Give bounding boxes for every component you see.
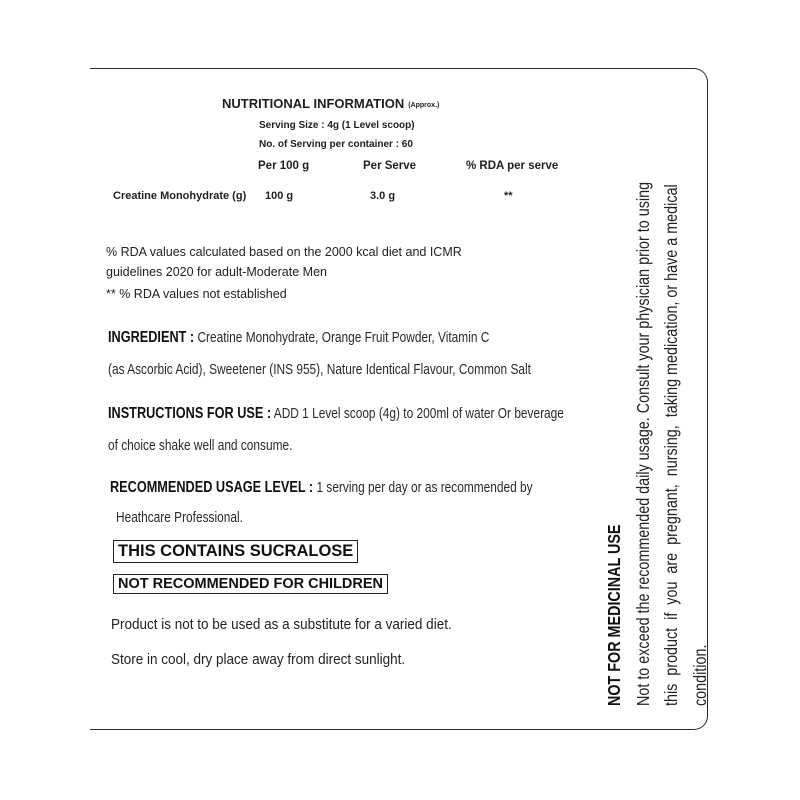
nutrient-name: Creatine Monohydrate (g) xyxy=(113,190,247,202)
ingredient-heading: INGREDIENT : xyxy=(108,329,195,346)
side-panel-rotated xyxy=(600,86,714,706)
usage-text-1: 1 serving per day or as recommended by xyxy=(316,480,533,496)
usage-text-2: Heathcare Professional. xyxy=(116,510,243,526)
nutrition-title xyxy=(222,96,439,111)
side-panel-line-1: Not to exceed the recommended daily usage. Consult your physician prior to using xyxy=(632,181,653,706)
nutrient-per-100g: 100 g xyxy=(265,190,294,202)
instructions-line-2 xyxy=(108,438,333,454)
rda-note-line-2: guidelines 2020 for adult-Moderate Men xyxy=(106,265,327,279)
nutrient-rda: ** xyxy=(504,190,513,202)
substitute-statement-text: Product is not to be used as a substitute for a varied diet. xyxy=(111,616,452,633)
instructions-heading: INSTRUCTIONS FOR USE : xyxy=(108,405,272,422)
ingredient-text-2: (as Ascorbic Acid), Sweetener (INS 955), Nature Identical Flavour, Common Salt xyxy=(108,362,531,378)
children-warning-text: NOT RECOMMENDED FOR CHILDREN xyxy=(118,576,384,592)
usage-heading: RECOMMENDED USAGE LEVEL : xyxy=(110,479,314,496)
nutrient-per-serve: 3.0 g xyxy=(370,190,396,202)
ingredient-text-1: Creatine Monohydrate, Orange Fruit Powder, Vitamin C xyxy=(197,330,490,346)
storage-statement-text: Store in cool, dry place away from direct sunlight. xyxy=(111,651,406,668)
rda-note-line-3: ** % RDA values not established xyxy=(106,287,287,301)
sucralose-warning xyxy=(113,540,358,563)
sucralose-warning-text: THIS CONTAINS SUCRALOSE xyxy=(118,542,354,560)
storage-statement xyxy=(111,651,438,668)
column-header-rda: % RDA per serve xyxy=(466,160,559,172)
instructions-line-1 xyxy=(108,405,664,423)
instructions-text-2: of choice shake well and consume. xyxy=(108,438,293,454)
side-panel-line-2: this product if you are pregnant, nursing, taking medication, or have a medical xyxy=(661,184,681,706)
ingredient-line-2 xyxy=(108,362,624,378)
children-warning xyxy=(113,574,388,594)
substitute-statement xyxy=(111,616,490,633)
servings-per-container: No. of Serving per container : 60 xyxy=(259,139,413,150)
instructions-text-1: ADD 1 Level scoop (4g) to 200ml of water Or beverage xyxy=(273,406,564,422)
side-panel-line-3: condition. xyxy=(689,644,710,706)
usage-line-1 xyxy=(110,479,625,497)
side-panel-heading: NOT FOR MEDICINAL USE xyxy=(604,524,624,706)
nutrition-title-text: NUTRITIONAL INFORMATION xyxy=(222,96,405,111)
column-header-per-100g: Per 100 g xyxy=(258,160,310,172)
serving-size: Serving Size : 4g (1 Level scoop) xyxy=(259,120,415,131)
usage-line-2 xyxy=(116,510,271,526)
rda-note-line-1: % RDA values calculated based on the 2000 kcal diet and ICMR xyxy=(106,245,462,259)
ingredient-line-1 xyxy=(108,329,573,347)
column-header-per-serve: Per Serve xyxy=(363,160,417,172)
nutrition-approx: (Approx.) xyxy=(408,102,440,109)
